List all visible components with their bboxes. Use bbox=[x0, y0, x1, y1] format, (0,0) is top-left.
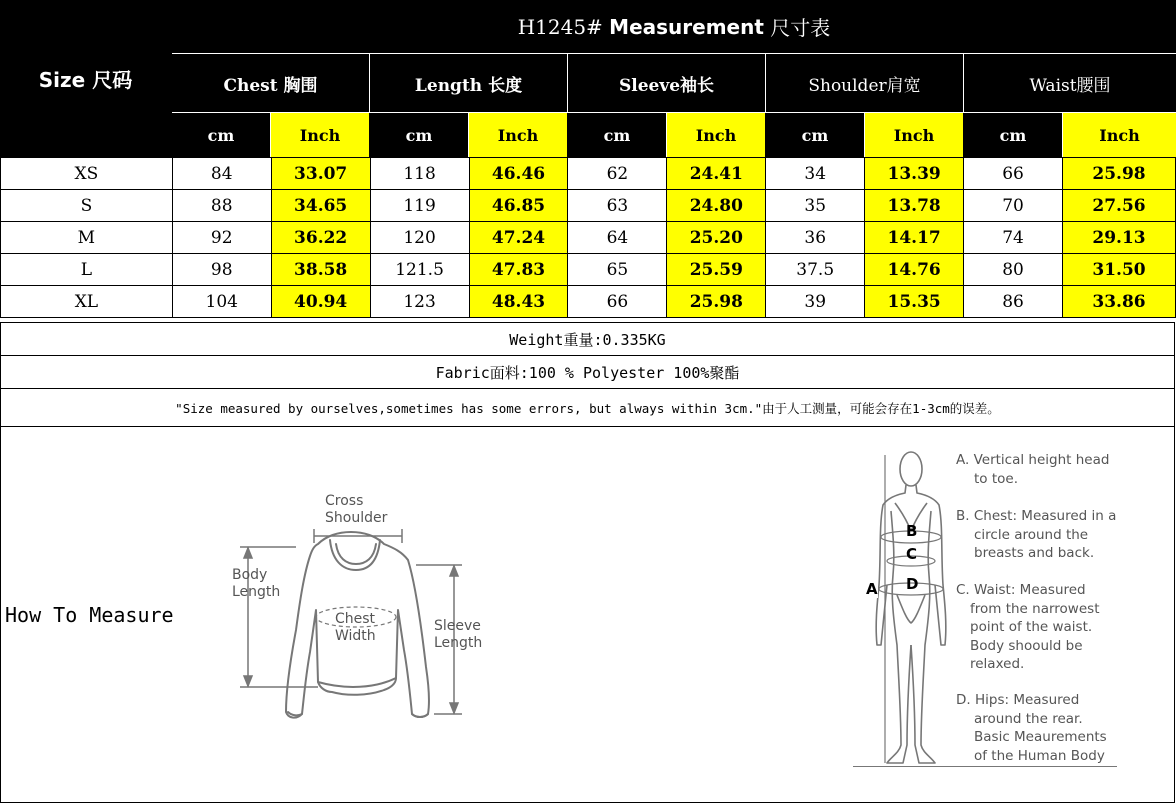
table-row bbox=[1, 286, 1176, 318]
unit-header-cm: cm bbox=[603, 125, 631, 145]
chest-cm-cell: 104 bbox=[172, 286, 271, 318]
disclaimer-text: "Size measured by ourselves,sometimes has some errors, but always within 3cm."由于人工测量，可能会存在1-3cm的误差。 bbox=[175, 400, 1000, 416]
chest-inch-cell: 34.65 bbox=[271, 190, 370, 222]
unit-header-inch: Inch bbox=[865, 113, 963, 157]
group-header-shoulder: Shoulder肩宽 bbox=[808, 75, 921, 96]
chest-cm-cell: 98 bbox=[172, 254, 271, 286]
length-inch-cell: 48.43 bbox=[469, 286, 568, 318]
sleeve-cm-cell: 62 bbox=[568, 158, 667, 190]
table-header bbox=[0, 0, 1176, 157]
size-table bbox=[0, 157, 1176, 318]
body-letter-b: B bbox=[906, 522, 918, 540]
chest-inch-cell: 40.94 bbox=[271, 286, 370, 318]
chest-cm-cell: 84 bbox=[172, 158, 271, 190]
waist-cm-cell: 80 bbox=[964, 254, 1063, 286]
length-inch-cell: 47.83 bbox=[469, 254, 568, 286]
unit-header-inch: Inch bbox=[1063, 113, 1176, 157]
note-b: B. Chest: Measured in a circle around the breasts and back. bbox=[956, 508, 1117, 561]
unit-header-cm: cm bbox=[207, 125, 235, 145]
length-cm-cell: 119 bbox=[370, 190, 469, 222]
sleeve-cm-cell: 63 bbox=[568, 190, 667, 222]
body-letter-a: A bbox=[866, 580, 878, 598]
cross-shoulder-label: Cross Shoulder bbox=[325, 493, 388, 526]
sleeve-cm-cell: 65 bbox=[568, 254, 667, 286]
body-figure-baseline bbox=[853, 766, 1117, 767]
how-to-measure-title: How To Measure bbox=[5, 603, 174, 627]
sleeve-inch-cell: 25.98 bbox=[667, 286, 766, 318]
waist-cm-cell: 70 bbox=[964, 190, 1063, 222]
unit-header-inch: Inch bbox=[271, 113, 369, 157]
unit-header-cm: cm bbox=[405, 125, 433, 145]
table-row bbox=[1, 190, 1176, 222]
unit-header-inch: Inch bbox=[667, 113, 765, 157]
size-cell: M bbox=[1, 222, 173, 254]
length-cm-cell: 121.5 bbox=[370, 254, 469, 286]
group-header-length: Length 长度 bbox=[414, 75, 523, 96]
size-header: Size 尺码 bbox=[38, 68, 133, 92]
shoulder-cm-cell: 34 bbox=[766, 158, 865, 190]
shoulder-inch-cell: 14.17 bbox=[865, 222, 964, 254]
shoulder-cm-cell: 37.5 bbox=[766, 254, 865, 286]
waist-cm-cell: 66 bbox=[964, 158, 1063, 190]
table-row bbox=[1, 254, 1176, 286]
waist-inch-cell: 27.56 bbox=[1062, 190, 1175, 222]
unit-header-cm: cm bbox=[999, 125, 1027, 145]
unit-header-cm: cm bbox=[801, 125, 829, 145]
table-title: H1245# Measurement 尺寸表 bbox=[517, 14, 831, 40]
chest-inch-cell: 38.58 bbox=[271, 254, 370, 286]
fabric-text: Fabric面料:100 % Polyester 100%聚酯 bbox=[435, 363, 740, 382]
note-d: D. Hips: Measured around the rear. Basic Meaurements of the Human Body bbox=[956, 692, 1107, 764]
chest-cm-cell: 88 bbox=[172, 190, 271, 222]
body-figure-diagram bbox=[851, 445, 951, 770]
length-cm-cell: 123 bbox=[370, 286, 469, 318]
chest-cm-cell: 92 bbox=[172, 222, 271, 254]
sleeve-cm-cell: 64 bbox=[568, 222, 667, 254]
note-a: A. Vertical height head to toe. bbox=[956, 452, 1110, 487]
group-header-chest: Chest 胸围 bbox=[223, 75, 318, 96]
waist-inch-cell: 31.50 bbox=[1062, 254, 1175, 286]
size-cell: L bbox=[1, 254, 173, 286]
body-length-label: Body Length bbox=[232, 567, 281, 600]
waist-inch-cell: 33.86 bbox=[1062, 286, 1175, 318]
sleeve-length-label: Sleeve Length bbox=[434, 618, 483, 651]
shoulder-inch-cell: 15.35 bbox=[865, 286, 964, 318]
length-inch-cell: 46.46 bbox=[469, 158, 568, 190]
waist-cm-cell: 74 bbox=[964, 222, 1063, 254]
chest-width-label: Chest Width bbox=[335, 611, 376, 644]
unit-header-inch: Inch bbox=[469, 113, 567, 157]
shoulder-cm-cell: 35 bbox=[766, 190, 865, 222]
shoulder-inch-cell: 14.76 bbox=[865, 254, 964, 286]
chest-inch-cell: 33.07 bbox=[271, 158, 370, 190]
body-letter-c: C bbox=[906, 545, 918, 563]
table-row bbox=[1, 222, 1176, 254]
length-cm-cell: 120 bbox=[370, 222, 469, 254]
sleeve-inch-cell: 25.20 bbox=[667, 222, 766, 254]
sleeve-inch-cell: 25.59 bbox=[667, 254, 766, 286]
length-inch-cell: 46.85 bbox=[469, 190, 568, 222]
length-inch-cell: 47.24 bbox=[469, 222, 568, 254]
size-cell: XL bbox=[1, 286, 173, 318]
group-header-sleeve: Sleeve袖长 bbox=[618, 75, 715, 96]
group-header-waist: Waist腰围 bbox=[1029, 75, 1111, 96]
size-cell: XS bbox=[1, 158, 173, 190]
shoulder-cm-cell: 36 bbox=[766, 222, 865, 254]
weight-row bbox=[0, 322, 1175, 356]
shoulder-cm-cell: 39 bbox=[766, 286, 865, 318]
waist-inch-cell: 25.98 bbox=[1062, 158, 1175, 190]
chest-inch-cell: 36.22 bbox=[271, 222, 370, 254]
sleeve-inch-cell: 24.41 bbox=[667, 158, 766, 190]
body-letter-d: D bbox=[906, 575, 919, 593]
waist-cm-cell: 86 bbox=[964, 286, 1063, 318]
shoulder-inch-cell: 13.39 bbox=[865, 158, 964, 190]
waist-inch-cell: 29.13 bbox=[1062, 222, 1175, 254]
disclaimer-row bbox=[0, 388, 1175, 427]
table-row bbox=[1, 158, 1176, 190]
length-cm-cell: 118 bbox=[370, 158, 469, 190]
weight-text: Weight重量:0.335KG bbox=[509, 330, 666, 349]
sleeve-inch-cell: 24.80 bbox=[667, 190, 766, 222]
size-cell: S bbox=[1, 190, 173, 222]
fabric-row bbox=[0, 355, 1175, 389]
shoulder-inch-cell: 13.78 bbox=[865, 190, 964, 222]
how-to-measure-panel bbox=[0, 426, 1175, 803]
sleeve-cm-cell: 66 bbox=[568, 286, 667, 318]
note-c: C. Waist: Measured from the narrowest point of the waist. Body shoould be relaxed. bbox=[956, 582, 1100, 672]
